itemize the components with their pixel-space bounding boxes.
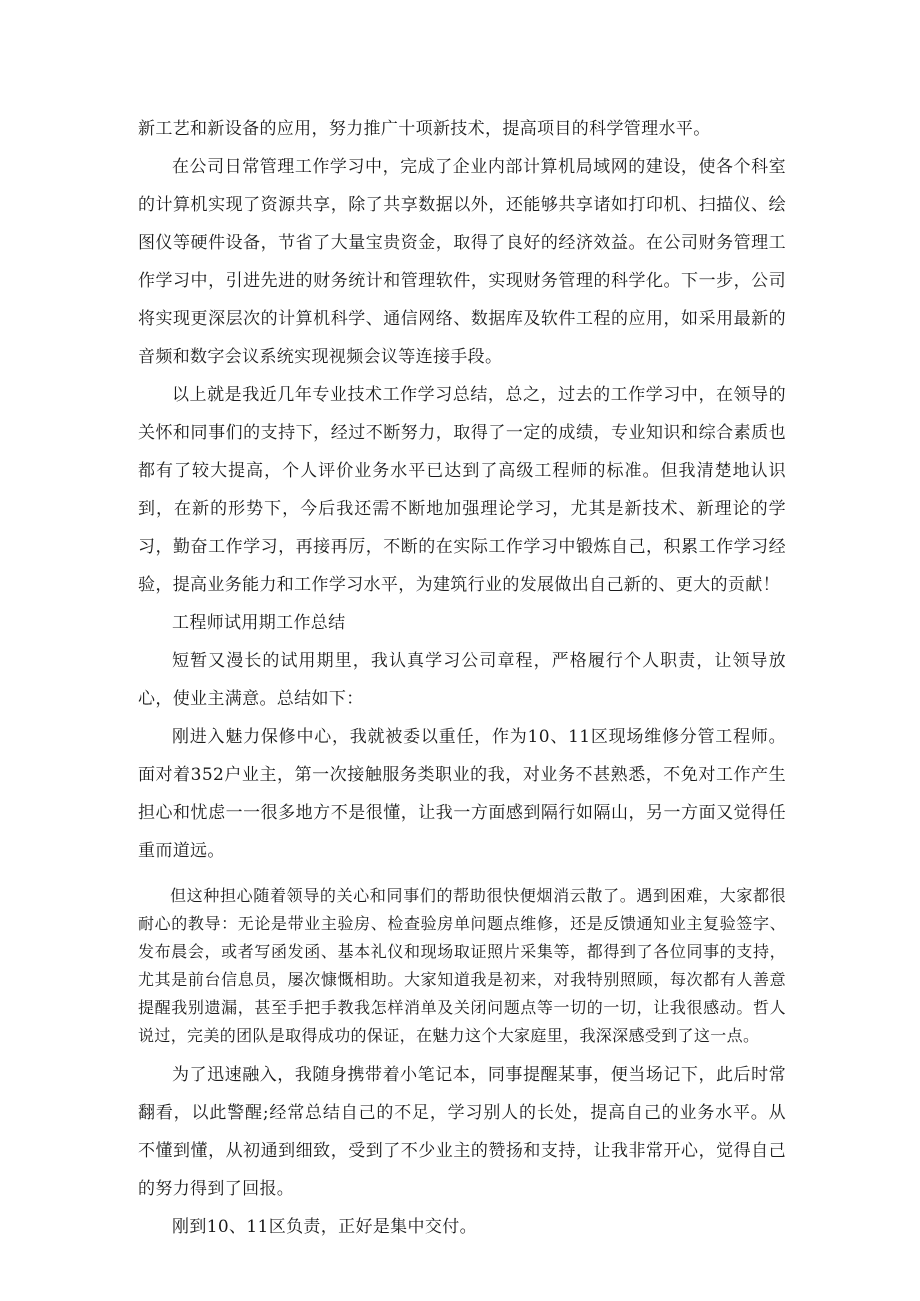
paragraph-notebook-learning: 为了迅速融入，我随身携带着小笔记本，同事提醒某事，便当场记下，此后时常翻看，以此警醒;经常总结自己的不足，学习别人的长处，提高自己的业务水平。从不懂到懂，从初通到细致，受到了不少业主的赞扬和支持，让我非常开心，觉得自己的努力得到了回报。	[138, 1065, 786, 1199]
section-heading: 工程师试用期工作总结	[172, 613, 346, 633]
paragraph-continuation: 新工艺和新设备的应用，努力推广十项新技术，提高项目的科学管理水平。	[138, 119, 711, 139]
paragraph-summary-conclusion: 以上就是我近几年专业技术工作学习总结，总之，过去的工作学习中，在领导的关怀和同事们的支持下，经过不断努力，取得了一定的成绩，专业知识和综合素质也都有了较大提高，个人评价业务水平已达到了高级工程师的标准。但我清楚地认识到，在新的形势下，今后我还需不断地加强理论学习，尤其是新技术、新理论的学习，勤奋工作学习，再接再厉，不断的在实际工作学习中锻炼自己，积累工作学习经验，提高业务能力和工作学习水平，为建筑行业的发展做出自己新的、更大的贡献！	[138, 385, 786, 595]
paragraph-joining-center: 刚进入魅力保修中心，我就被委以重任，作为10、11区现场维修分管工程师。面对着352户业主，第一次接触服务类职业的我，对业务不甚熟悉，不免对工作产生担心和忧虑一一很多地方不是很懂，让我一方面感到隔行如隔山，另一方面又觉得任重而道远。	[138, 727, 786, 861]
paragraph-delivery: 刚到10、11区负责，正好是集中交付。	[172, 1217, 477, 1237]
paragraph-team-support: 但这种担心随着领导的关心和同事们的帮助很快便烟消云散了。遇到困难，大家都很耐心的教导：无论是带业主验房、检查验房单问题点维修，还是反馈通知业主复验签字、发布晨会，或者写函发函、基本礼仪和现场取证照片采集等，都得到了各位同事的支持，尤其是前台信息员，屡次慷慨相助。大家知道我是初来，对我特别照顾，每次都有人善意提醒我别遗漏，甚至手把手教我怎样消单及关闭问题点等一切的一切，让我很感动。哲人说过，完美的团队是取得成功的保证，在魅力这个大家庭里，我深深感受到了这一点。	[138, 886, 786, 1045]
document-body	[138, 110, 786, 1246]
paragraph-daily-management: 在公司日常管理工作学习中，完成了企业内部计算机局域网的建设，使各个科室的计算机实现了资源共享，除了共享数据以外，还能够共享诸如打印机、扫描仪、绘图仪等硬件设备，节省了大量宝贵资金，取得了良好的经济效益。在公司财务管理工作学习中，引进先进的财务统计和管理软件，实现财务管理的科学化。下一步，公司将实现更深层次的计算机科学、通信网络、数据库及软件工程的应用，如采用最新的音频和数字会议系统实现视频会议等连接手段。	[138, 157, 786, 367]
paragraph-probation-intro: 短暂又漫长的试用期里，我认真学习公司章程，严格履行个人职责，让领导放心，使业主满意。总结如下：	[138, 651, 786, 709]
